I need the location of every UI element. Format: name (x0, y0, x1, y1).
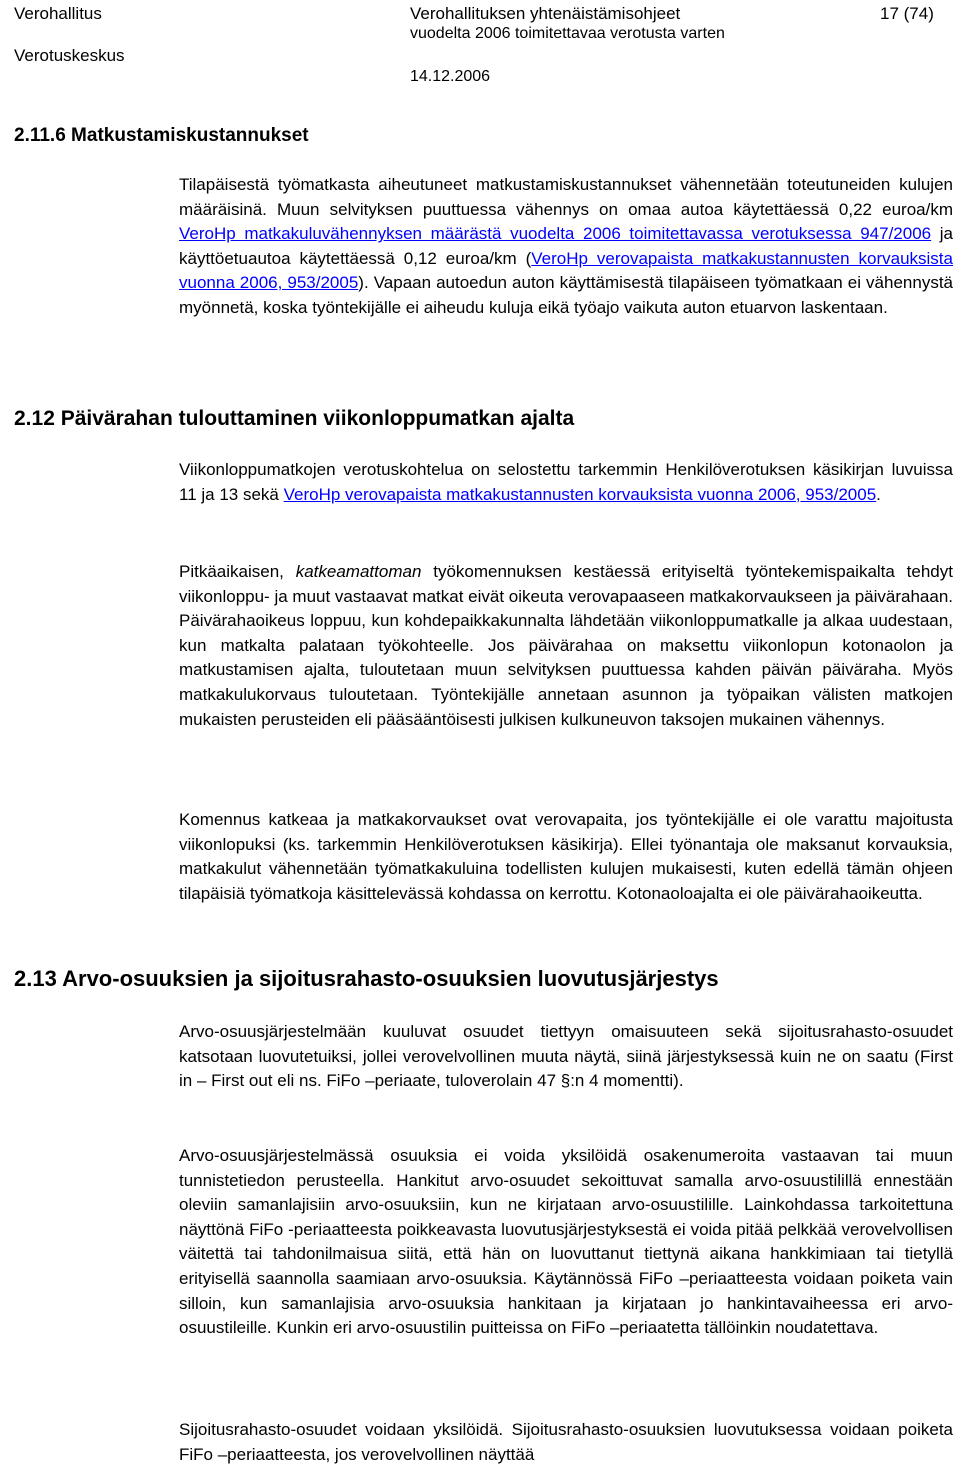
paragraph-travel-costs (179, 173, 953, 321)
paragraph-text: ). Vapaan autoedun auton käyttämisestä tilapäiseen työmatkaan ei vähennystä myönnetä, koska työntekijälle ei aiheudu kuluja eikä työajo vaikuta auton etuarvon laskentaan. (179, 273, 953, 317)
section-heading-2-11-6: 2.11.6 Matkustamiskustannukset (14, 125, 309, 146)
emphasis-text: katkeamattoman (295, 562, 422, 581)
paragraph-book-entry-order: Arvo-osuusjärjestelmään kuuluvat osuudet tiettyyn omaisuuteen sekä sijoitusrahasto-osuudet katsotaan luovutetuiksi, jollei verovelvollinen muuta näytä, siinä järjestyksessä kuin ne on saatu (First in – First out eli ns. FiFo –periaate, tuloverolain 47 §:n 4 momentti). (179, 1022, 953, 1091)
page-header (0, 0, 960, 100)
paragraph-fund-units: Sijoitusrahasto-osuudet voidaan yksilöidä. Sijoitusrahasto-osuuksien luovutuksessa voidaan poiketa FiFo –periaatteesta, jos verovelvollinen näyttää (179, 1420, 953, 1464)
paragraph-text: Pitkäaikaisen, (179, 562, 296, 581)
paragraph-long-term-assignment (179, 560, 953, 732)
paragraph-text: Tilapäisestä työmatkasta aiheutuneet matkustamiskustannukset vähennetään toteutuneiden kulujen määräisinä. Muun selvityksen puuttuessa vähennys on omaa autoa käytettäessä 0,22 euroa/km (179, 175, 953, 219)
link-verohp-953-2005[interactable]: VeroHp verovapaista matkakustannusten korvauksista vuonna 2006, 953/2005 (179, 248, 953, 293)
section-heading-2-13: 2.13 Arvo-osuuksien ja sijoitusrahasto-osuuksien luovutusjärjestys (14, 966, 719, 991)
paragraph-text: Viikonloppumatkojen verotuskohtelua on selostettu tarkemmin Henkilöverotuksen käsikirjan luvuissa 11 ja 13 sekä (179, 460, 953, 504)
paragraph-assignment-interrupted: Komennus katkeaa ja matkakorvaukset ovat verovapaita, jos työntekijälle ei ole varattu majoitusta viikonlopuksi (ks. tarkemmin Henkilöverotuksen käsikirja). Ellei työnantaja ole maksanut korvauksia, matkakulut vähennetään työmatkakuluina todellisten kulujen mukaisesti, kuten edellä tämän ohjeen tilapäisiä työmatkoja käsittelevässä kohdassa on kerrottu. Kotonaoloajalta ei ole päivärahaoikeutta. (179, 810, 953, 903)
link-verohp-953-2005-b[interactable]: VeroHp verovapaista matkakustannusten korvauksista vuonna 2006, 953/2005 (283, 484, 877, 504)
header-org-2: Verotuskeskus (14, 46, 125, 65)
header-page-number: 17 (74) (880, 4, 934, 23)
section-heading-2-12: 2.12 Päivärahan tulouttaminen viikonloppumatkan ajalta (14, 407, 575, 430)
paragraph-text: . (876, 484, 881, 504)
header-title-1: Verohallituksen yhtenäistämisohjeet (410, 4, 681, 23)
paragraph-book-entry-identification: Arvo-osuusjärjestelmässä osuuksia ei voida yksilöidä osakenumeroita vastaavan tai muun tunnistetiedon perusteella. Hankitut arvo-osuudet sekoittuvat samalla arvo-osuustilillä ennestään oleviin samanlajisiin arvo-osuuksiin, kun ne kirjataan arvo-osuustilille. Lainkohdassa tarkoitettuna näyttönä FiFo -periaatteesta poikkeavasta luovutusjärjestyksestä ei voida pitää pelkkää verovelvollisen väitettä tai tahdonilmaisua siitä, että hän on luovuttanut tiettynä aikana hankkimiaan tai tietyllä erityisellä saannolla saamiaan arvo-osuuksia. Käytännössä FiFo –periaatteesta voidaan poiketa vain silloin, kun samanlajisia arvo-osuuksia hankitaan ja kirjataan jo hankintavaiheessa eri arvo-osuustileille. Kunkin eri arvo-osuustilin puitteissa on FiFo –periaatetta tällöinkin noudatettava. (179, 1146, 953, 1338)
header-title-2: vuodelta 2006 toimitettavaa verotusta varten (410, 25, 725, 42)
paragraph-text: ja käyttöetuautoa käytettäessä 0,12 euroa/km ( (179, 224, 953, 268)
header-org-1: Verohallitus (14, 4, 102, 23)
link-verohp-947-2006[interactable]: VeroHp matkakuluvähennyksen määrästä vuodelta 2006 toimitettavassa verotuksessa 947/2006 (179, 224, 932, 244)
header-date: 14.12.2006 (410, 68, 491, 85)
paragraph-text: työkomennuksen kestäessä erityiseltä työntekemispaikalta tehdyt viikonloppu- ja muut vastaavat matkat eivät oikeuta verovapaaseen matkakorvaukseen ja päivärahaan. Päivärahaoikeus loppuu, kun kohdepaikkakunnalta lähdetään viikonloppumatkalle ja alkaa uudestaan, kun matkalta palataan työkohteelle. Jos päivärahaa on maksettu viikonlopun kotonaolon ja matkustamisen ajalta, tuloutetaan muun selvityksen puuttuessa kahden päivän päiväraha. Myös matkakulukorvaus tuloutetaan. Työntekijälle annetaan asunnon ja työpaikan välisten matkojen mukaisten perusteiden eli pääsääntöisesti julkisen kulkuneuvon taksojen mukainen vähennys. (179, 562, 953, 729)
paragraph-weekend-trips (179, 458, 953, 507)
